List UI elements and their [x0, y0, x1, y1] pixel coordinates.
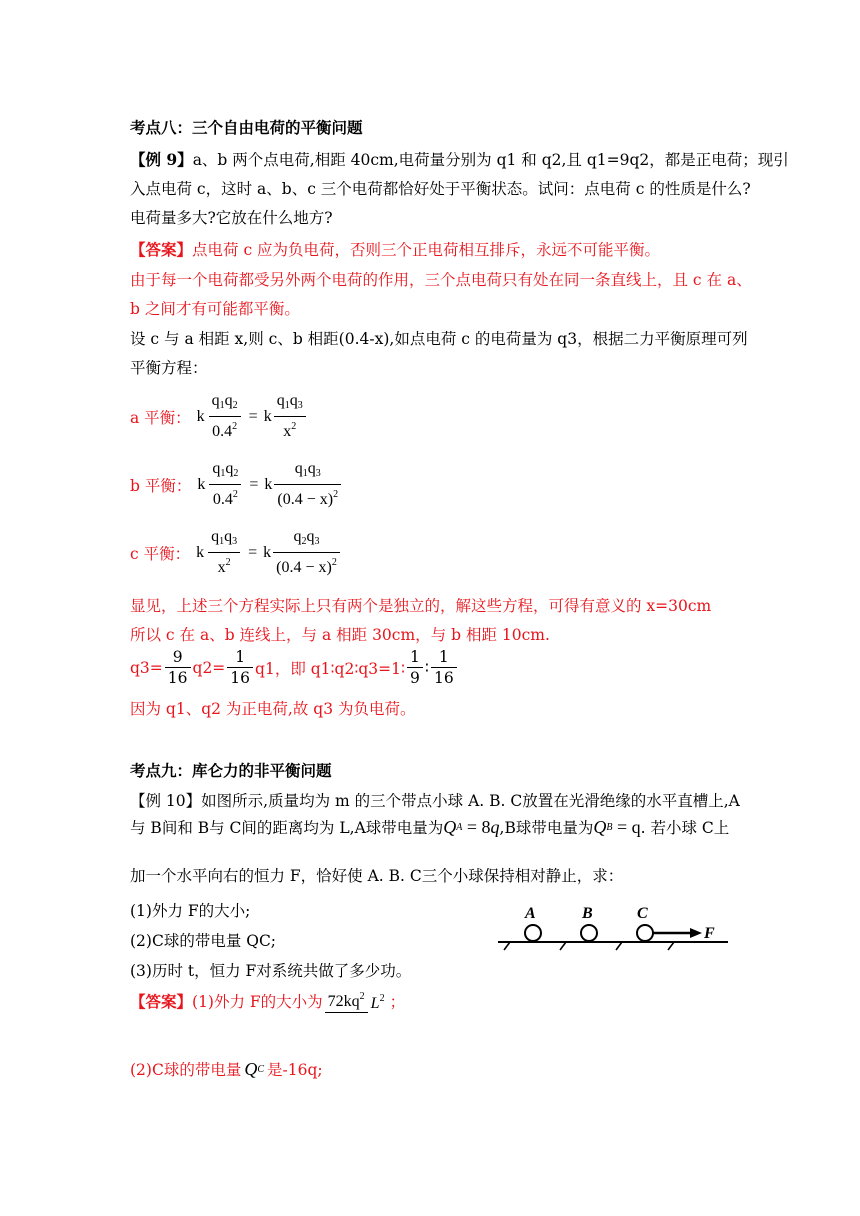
section-heading-9: 考点九：库仑力的非平衡问题 — [130, 761, 332, 780]
example-9-line-2: 入点电荷 c，这时 a、b、c 三个电荷都恰好处于平衡状态。试问：点电荷 c 的性质是什么? — [130, 180, 751, 198]
example-9-line-3: 电荷量多大?它放在什么地方? — [130, 209, 333, 227]
ball-c — [637, 925, 653, 941]
figure-label-c: C — [637, 905, 648, 922]
equation-c-formula: k $\frac{q_1q_3}{x^2}$ = k $\frac{q_2q_3}{(0.4 - x)^2}$ — [190, 528, 342, 577]
answer-10-tag: 【答案】 — [130, 991, 193, 1011]
answer-10-line-2 — [130, 1058, 323, 1080]
result-line-4: 因为 q1、q2 为正电荷,故 q3 为负电荷。 — [130, 700, 416, 718]
answer-10-text-2b: 是-16q; — [267, 1061, 323, 1079]
fraction-9-16: $\frac{9}{16}$ — [165, 648, 191, 687]
equation-a — [130, 392, 308, 441]
force-arrow-head — [690, 928, 702, 938]
result-ratio-text: q1，即 q1∶q2∶q3=1∶ — [255, 659, 406, 678]
groove-hatching — [504, 942, 674, 950]
example-9-line-1 — [130, 148, 789, 170]
charge-qa-formula: Q A = 8 q — [443, 816, 500, 837]
fraction-1-16b: $\frac{1}{16}$ — [431, 648, 457, 687]
equation-b-label: b 平衡： — [130, 476, 192, 495]
answer-10-line-1 — [130, 988, 405, 1013]
result-line-3: q3= $\frac{9}{16}$ q2= $\frac{1}{16}$ q1，即 q1∶q2∶q3=1∶ $\frac{1}{9}$ ∶ $\frac{1}{16}$ — [130, 648, 459, 687]
example-10-text-2a: 与 B间和 B与 C间的距离均为 L,A球带电量为 — [130, 819, 444, 837]
example-10-tag: 【例 10】 — [130, 792, 202, 810]
example-10-text-2c: . 若小球 C上 — [640, 819, 730, 837]
charge-qb-formula: Q B = q — [593, 816, 641, 837]
equation-c — [130, 528, 342, 577]
answer-9-line-5: 平衡方程： — [130, 359, 208, 377]
answer-9-tag: 【答案】 — [130, 240, 193, 259]
example-10-line-3: 加一个水平向右的恒力 F，恰好使 A. B. C三个小球保持相对静止，求： — [130, 867, 624, 885]
example-10-text-2b: ,B球带电量为 — [499, 819, 594, 837]
question-2: (2)C球的带电量 QC; — [130, 932, 277, 950]
result-q3-eq: q3= — [130, 658, 163, 677]
question-1: (1)外力 F的大小; — [130, 902, 251, 920]
example-10-line-2 — [130, 816, 729, 838]
answer-9-line-1 — [130, 238, 660, 260]
answer-9-line-4: 设 c 与 a 相距 x,则 c、b 相距(0.4-x),如点电荷 c 的电荷量为 q3，根据二力平衡原理可列 — [130, 330, 748, 348]
figure-label-f: F — [704, 925, 715, 942]
answer-9-line-2: 由于每一个电荷都受另外两个电荷的作用，三个点电荷只有处在同一条直线上，且 c 在 a、 — [130, 271, 752, 289]
fraction-1-9: $\frac{1}{9}$ — [407, 648, 423, 687]
answer-10-text-1a: (1)外力 F的大小为 — [192, 992, 323, 1011]
charge-qc-symbol: Q C — [244, 1058, 264, 1079]
result-q2-eq: q2= — [192, 658, 226, 677]
answer-9-text-1: 点电荷 c 应为负电荷，否则三个正电荷相互排斥，永远不可能平衡。 — [192, 241, 661, 259]
example-9-tag: 【例 9】 — [130, 150, 193, 169]
ball-a — [525, 925, 541, 941]
three-balls-figure — [492, 902, 732, 954]
result-line-2: 所以 c 在 a、b 连线上，与 a 相距 30cm，与 b 相距 10cm. — [130, 626, 550, 644]
result-line-1: 显见，上述三个方程实际上只有两个是独立的，解这些方程，可得有意义的 x=30cm — [130, 597, 712, 615]
equation-b-formula: k $\frac{q_1q_2}{0.4^2}$ = k $\frac{q_1q_3}{(0.4 - x)^2}$ — [191, 460, 343, 509]
figure-label-a: A — [525, 905, 536, 922]
section-heading-8: 考点八：三个自由电荷的平衡问题 — [130, 118, 363, 137]
equation-c-label: c 平衡： — [130, 544, 191, 563]
answer-10-text-2a: (2)C球的带电量 — [130, 1061, 242, 1079]
ball-b — [581, 925, 597, 941]
answer-9-line-3: b 之间才有可能都平衡。 — [130, 300, 300, 318]
figure-label-b: B — [582, 905, 593, 922]
example-9-text-1: a、b 两个点电荷,相距 40cm,电荷量分别为 q1 和 q2,且 q1=9q2，都是正电荷；现引 — [192, 151, 789, 169]
equation-a-label: a 平衡： — [130, 408, 191, 427]
equation-b — [130, 460, 343, 509]
question-3: (3)历时 t，恒力 F对系统共做了多少功。 — [130, 962, 412, 980]
example-10-line-1 — [130, 789, 740, 811]
force-fraction: $72kq^2$ $L^2$ — [325, 988, 388, 1013]
fraction-1-16: $\frac{1}{16}$ — [227, 648, 253, 687]
answer-10-text-1b: ； — [389, 992, 406, 1011]
equation-a-formula: k $\frac{q_1q_2}{0.4^2}$ = k $\frac{q_1q_3}{x^2}$ — [191, 392, 308, 441]
example-10-text-1: 如图所示,质量均为 m 的三个带点小球 A. B. C放置在光滑绝缘的水平直槽上,A — [201, 792, 740, 810]
